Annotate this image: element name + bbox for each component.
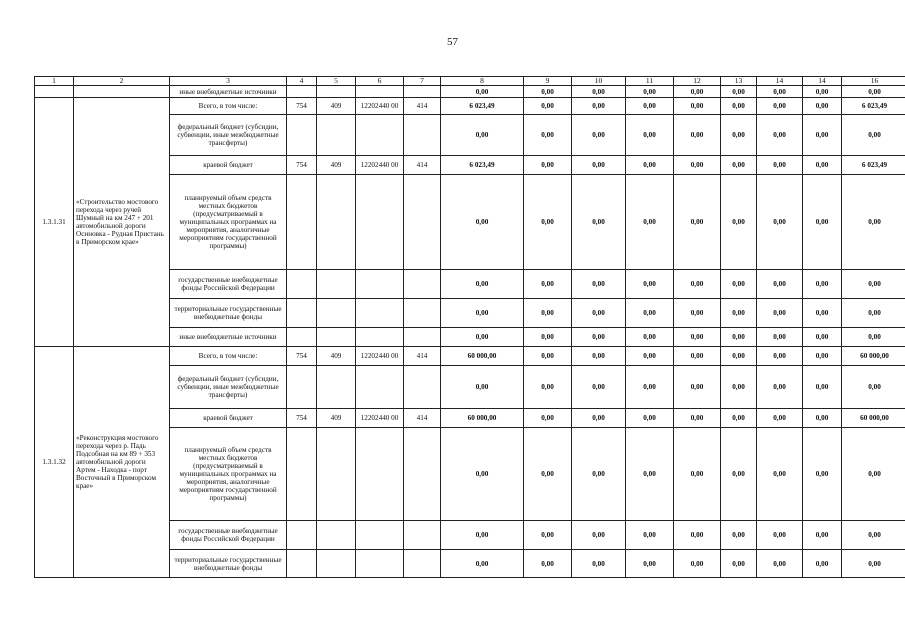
amount-cell: 0,00: [441, 521, 524, 550]
budget-code-cell: [404, 550, 441, 578]
column-number-header: 9: [524, 77, 572, 86]
funding-source-label: иные внебюджетные источники: [170, 86, 287, 98]
amount-cell: 0,00: [524, 328, 572, 347]
amount-cell: 0,00: [524, 366, 572, 409]
budget-code-cell: [287, 521, 317, 550]
amount-cell: 0,00: [757, 86, 803, 98]
column-number-header: 7: [404, 77, 441, 86]
amount-cell: 0,00: [803, 521, 842, 550]
amount-cell: 60 000,00: [441, 409, 524, 428]
budget-code-cell: 754: [287, 156, 317, 175]
amount-cell: 0,00: [524, 550, 572, 578]
amount-cell: 0,00: [626, 175, 674, 270]
funding-source-label: планируемый объем средств местных бюджетов (предусматриваемый в муниципальных программах на мероприятия, аналогичные мероприятиям государственной программы): [170, 175, 287, 270]
budget-code-cell: [356, 175, 404, 270]
amount-cell: 0,00: [524, 270, 572, 299]
amount-cell: 0,00: [674, 409, 721, 428]
budget-code-cell: 409: [317, 156, 356, 175]
amount-cell: 0,00: [572, 428, 626, 521]
amount-cell: 0,00: [626, 328, 674, 347]
amount-cell: 0,00: [572, 175, 626, 270]
amount-cell: 0,00: [803, 428, 842, 521]
amount-cell: 0,00: [674, 98, 721, 115]
column-number-header: 6: [356, 77, 404, 86]
column-number-header: 3: [170, 77, 287, 86]
amount-cell: 0,00: [803, 550, 842, 578]
amount-cell: 0,00: [803, 366, 842, 409]
amount-cell: 0,00: [803, 156, 842, 175]
amount-cell: 0,00: [757, 156, 803, 175]
amount-cell: 0,00: [842, 428, 905, 521]
column-number-row: [35, 77, 905, 86]
column-number-header: 8: [441, 77, 524, 86]
budget-code-cell: [404, 366, 441, 409]
amount-cell: 6 023,49: [842, 98, 905, 115]
amount-cell: 0,00: [524, 299, 572, 328]
budget-code-cell: 414: [404, 156, 441, 175]
funding-source-label: государственные внебюджетные фонды Российской Федерации: [170, 521, 287, 550]
funding-source-label: краевой бюджет: [170, 156, 287, 175]
budget-code-cell: [404, 175, 441, 270]
budget-code-cell: [317, 86, 356, 98]
amount-cell: 0,00: [572, 550, 626, 578]
budget-code-cell: [317, 428, 356, 521]
amount-cell: 0,00: [721, 270, 757, 299]
measure-number: 1.3.1.32: [35, 347, 74, 578]
amount-cell: 0,00: [524, 86, 572, 98]
budget-code-cell: [356, 550, 404, 578]
table-row: [35, 347, 905, 366]
amount-cell: 0,00: [572, 366, 626, 409]
budget-code-cell: [317, 270, 356, 299]
amount-cell: 0,00: [803, 86, 842, 98]
amount-cell: 0,00: [757, 521, 803, 550]
amount-cell: 0,00: [674, 347, 721, 366]
funding-source-label: иные внебюджетные источники: [170, 328, 287, 347]
column-number-header: 16: [842, 77, 905, 86]
amount-cell: 0,00: [842, 299, 905, 328]
budget-code-cell: 754: [287, 409, 317, 428]
amount-cell: 0,00: [626, 270, 674, 299]
amount-cell: 0,00: [757, 550, 803, 578]
amount-cell: 0,00: [803, 409, 842, 428]
amount-cell: 0,00: [757, 428, 803, 521]
amount-cell: 0,00: [721, 115, 757, 156]
budget-code-cell: 414: [404, 98, 441, 115]
budget-code-cell: 754: [287, 347, 317, 366]
amount-cell: 0,00: [721, 299, 757, 328]
budget-code-cell: [404, 86, 441, 98]
amount-cell: 60 000,00: [441, 347, 524, 366]
budget-code-cell: 414: [404, 347, 441, 366]
amount-cell: 0,00: [721, 347, 757, 366]
budget-code-cell: 409: [317, 347, 356, 366]
amount-cell: 0,00: [721, 428, 757, 521]
budget-code-cell: 12202440 00: [356, 98, 404, 115]
budget-table: [34, 76, 905, 578]
amount-cell: 0,00: [757, 98, 803, 115]
budget-code-cell: 12202440 00: [356, 156, 404, 175]
table-row: [35, 86, 905, 98]
column-number-header: 13: [721, 77, 757, 86]
funding-source-label: территориальные государственные внебюджетные фонды: [170, 550, 287, 578]
amount-cell: 0,00: [626, 366, 674, 409]
page-number: 57: [447, 36, 458, 48]
budget-code-cell: [356, 328, 404, 347]
amount-cell: 0,00: [524, 347, 572, 366]
funding-source-label: государственные внебюджетные фонды Российской Федерации: [170, 270, 287, 299]
amount-cell: 0,00: [441, 175, 524, 270]
amount-cell: 0,00: [842, 366, 905, 409]
amount-cell: 0,00: [842, 328, 905, 347]
budget-code-cell: 409: [317, 98, 356, 115]
budget-code-cell: [317, 175, 356, 270]
column-number-header: 5: [317, 77, 356, 86]
amount-cell: 0,00: [842, 550, 905, 578]
amount-cell: 0,00: [626, 156, 674, 175]
amount-cell: 0,00: [524, 115, 572, 156]
budget-code-cell: [404, 299, 441, 328]
amount-cell: 0,00: [721, 521, 757, 550]
amount-cell: 0,00: [842, 521, 905, 550]
measure-number: 1.3.1.31: [35, 98, 74, 347]
amount-cell: 0,00: [803, 115, 842, 156]
table-row: [35, 98, 905, 115]
amount-cell: 0,00: [674, 115, 721, 156]
column-number-header: 10: [572, 77, 626, 86]
amount-cell: 0,00: [674, 299, 721, 328]
amount-cell: 0,00: [721, 156, 757, 175]
amount-cell: 0,00: [757, 299, 803, 328]
budget-code-cell: [317, 115, 356, 156]
amount-cell: 0,00: [572, 115, 626, 156]
column-number-header: 14: [757, 77, 803, 86]
budget-code-cell: [287, 115, 317, 156]
amount-cell: 6 023,49: [842, 156, 905, 175]
budget-code-cell: 414: [404, 409, 441, 428]
amount-cell: 0,00: [674, 270, 721, 299]
amount-cell: 0,00: [757, 270, 803, 299]
budget-code-cell: [287, 550, 317, 578]
amount-cell: 0,00: [524, 98, 572, 115]
amount-cell: 0,00: [626, 299, 674, 328]
amount-cell: 0,00: [626, 86, 674, 98]
budget-code-cell: [317, 299, 356, 328]
measure-title: «Строительство мостового перехода через ручей Шумный на км 247 + 201 автомобильной дороги Осиновка - Рудная Пристань в Приморском крае»: [74, 98, 170, 347]
amount-cell: 0,00: [757, 328, 803, 347]
amount-cell: 0,00: [572, 156, 626, 175]
amount-cell: 0,00: [441, 299, 524, 328]
funding-source-label: Всего, в том числе:: [170, 347, 287, 366]
amount-cell: 0,00: [674, 328, 721, 347]
amount-cell: 0,00: [674, 521, 721, 550]
amount-cell: 0,00: [524, 156, 572, 175]
budget-code-cell: 754: [287, 98, 317, 115]
budget-code-cell: [356, 428, 404, 521]
budget-code-cell: [404, 328, 441, 347]
funding-source-label: федеральный бюджет (субсидии, субвенции, иные межбюджетные трансферты): [170, 366, 287, 409]
amount-cell: 0,00: [524, 175, 572, 270]
amount-cell: 0,00: [524, 521, 572, 550]
amount-cell: 0,00: [721, 366, 757, 409]
amount-cell: 0,00: [572, 347, 626, 366]
funding-source-label: Всего, в том числе:: [170, 98, 287, 115]
amount-cell: 0,00: [441, 115, 524, 156]
amount-cell: 0,00: [572, 409, 626, 428]
amount-cell: 0,00: [572, 86, 626, 98]
budget-code-cell: [356, 115, 404, 156]
amount-cell: 0,00: [803, 270, 842, 299]
amount-cell: 0,00: [572, 328, 626, 347]
amount-cell: 0,00: [842, 86, 905, 98]
table-body: [35, 77, 905, 578]
empty-title-cell: [74, 86, 170, 98]
amount-cell: 0,00: [757, 175, 803, 270]
amount-cell: 0,00: [674, 175, 721, 270]
funding-source-label: краевой бюджет: [170, 409, 287, 428]
column-number-header: 2: [74, 77, 170, 86]
amount-cell: 0,00: [626, 550, 674, 578]
amount-cell: 6 023,49: [441, 156, 524, 175]
amount-cell: 0,00: [524, 409, 572, 428]
amount-cell: 0,00: [441, 86, 524, 98]
column-number-header: 1: [35, 77, 74, 86]
amount-cell: 0,00: [674, 366, 721, 409]
amount-cell: 0,00: [626, 521, 674, 550]
budget-code-cell: [356, 299, 404, 328]
budget-code-cell: 12202440 00: [356, 409, 404, 428]
budget-code-cell: [287, 86, 317, 98]
amount-cell: 0,00: [441, 270, 524, 299]
amount-cell: 0,00: [572, 270, 626, 299]
budget-code-cell: [317, 366, 356, 409]
amount-cell: 0,00: [626, 409, 674, 428]
amount-cell: 0,00: [721, 550, 757, 578]
amount-cell: 0,00: [572, 299, 626, 328]
budget-code-cell: [356, 366, 404, 409]
budget-code-cell: [317, 550, 356, 578]
amount-cell: 0,00: [757, 115, 803, 156]
amount-cell: 0,00: [721, 98, 757, 115]
amount-cell: 0,00: [757, 347, 803, 366]
amount-cell: 0,00: [674, 428, 721, 521]
funding-source-label: планируемый объем средств местных бюджетов (предусматриваемый в муниципальных программах на мероприятия, аналогичные мероприятиям государственной программы): [170, 428, 287, 521]
amount-cell: 0,00: [572, 98, 626, 115]
budget-code-cell: [317, 521, 356, 550]
column-number-header: 11: [626, 77, 674, 86]
budget-code-cell: [287, 328, 317, 347]
budget-code-cell: [404, 270, 441, 299]
amount-cell: 0,00: [441, 428, 524, 521]
amount-cell: 0,00: [674, 156, 721, 175]
measure-title: «Реконструкция мостового перехода через р. Падь Подсобная на км 89 + 353 автомобильной дороги Артем - Находка - порт Восточный в Приморском крае»: [74, 347, 170, 578]
amount-cell: 0,00: [441, 550, 524, 578]
amount-cell: 0,00: [721, 409, 757, 428]
budget-code-cell: [356, 86, 404, 98]
amount-cell: 0,00: [721, 328, 757, 347]
amount-cell: 0,00: [721, 86, 757, 98]
budget-code-cell: [317, 328, 356, 347]
amount-cell: 6 023,49: [441, 98, 524, 115]
budget-code-cell: 409: [317, 409, 356, 428]
budget-code-cell: [287, 175, 317, 270]
funding-source-label: федеральный бюджет (субсидии, субвенции, иные межбюджетные трансферты): [170, 115, 287, 156]
amount-cell: 0,00: [842, 270, 905, 299]
budget-code-cell: [404, 115, 441, 156]
amount-cell: 60 000,00: [842, 347, 905, 366]
amount-cell: 0,00: [842, 115, 905, 156]
budget-code-cell: [287, 270, 317, 299]
amount-cell: 0,00: [626, 98, 674, 115]
amount-cell: 0,00: [441, 366, 524, 409]
amount-cell: 0,00: [803, 347, 842, 366]
amount-cell: 0,00: [757, 366, 803, 409]
amount-cell: 0,00: [572, 521, 626, 550]
amount-cell: 0,00: [803, 98, 842, 115]
amount-cell: 0,00: [757, 409, 803, 428]
amount-cell: 0,00: [441, 328, 524, 347]
column-number-header: 14: [803, 77, 842, 86]
budget-code-cell: [287, 366, 317, 409]
column-number-header: 4: [287, 77, 317, 86]
amount-cell: 0,00: [626, 347, 674, 366]
budget-code-cell: [404, 521, 441, 550]
budget-code-cell: 12202440 00: [356, 347, 404, 366]
amount-cell: 0,00: [524, 428, 572, 521]
amount-cell: 0,00: [674, 86, 721, 98]
amount-cell: 60 000,00: [842, 409, 905, 428]
funding-source-label: территориальные государственные внебюджетные фонды: [170, 299, 287, 328]
amount-cell: 0,00: [803, 328, 842, 347]
amount-cell: 0,00: [842, 175, 905, 270]
amount-cell: 0,00: [803, 299, 842, 328]
column-number-header: 12: [674, 77, 721, 86]
budget-code-cell: [287, 299, 317, 328]
budget-code-cell: [356, 521, 404, 550]
amount-cell: 0,00: [674, 550, 721, 578]
budget-code-cell: [404, 428, 441, 521]
budget-code-cell: [287, 428, 317, 521]
amount-cell: 0,00: [803, 175, 842, 270]
amount-cell: 0,00: [626, 115, 674, 156]
empty-id-cell: [35, 86, 74, 98]
amount-cell: 0,00: [721, 175, 757, 270]
budget-code-cell: [356, 270, 404, 299]
amount-cell: 0,00: [626, 428, 674, 521]
